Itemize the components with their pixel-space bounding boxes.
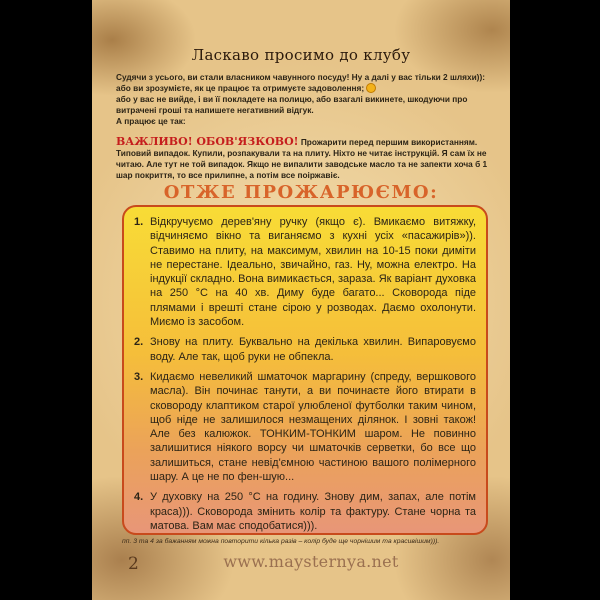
document-page [92, 0, 510, 600]
footnote: пп. 3 та 4 за бажанням можна повторити кілька разів – колір буде ще чорнішим та красивішим))). [122, 538, 440, 545]
step-text: Кидаємо невеликий шматочок маргарину (спреду, вершкового масла). Він починає танути, а ви починаєте його втирати в сковороду клаптиком старої улюбленої футболки таким чином, щоб ніде не залишилося незмащених ділянок. І зовні також! Але без калюжок. ТОНКИМ-ТОНКИМ шаром. Не повинно залишитися ніякого ворсу чи шматочків серветки, бо все що залишиться, стане невід'ємною частиною вашого полімерного шару. А це не по фен-шую... [150, 370, 476, 484]
step-number: 4. [134, 491, 144, 504]
warning-label: ВАЖЛИВО! ОБОВ'ЯЗКОВО! [116, 135, 299, 148]
steps-box [122, 205, 488, 535]
section-heading: ОТЖЕ ПРОЖАРЮЄМО: [163, 182, 439, 203]
step-text: Відкручуємо дерев'яну ручку (якщо є). Вмикаємо витяжку, відчиняємо вікно та виганяємо з кухні усіх «пасажирів»)). Ставимо на плиту, на максимум, хвилин на 10-15 поки диміти не перестане. Ідеально, звичайно, газ. Ну, можна електро. На індукції складно. Вона вимикається, зараза. Як варіант духовка на 250 °С на 40 хв. Диму буде багато... Сковорода піде плямами і врешті стане сірою у розводах. Даємо охолонути. Миємо із засобом. [150, 216, 476, 329]
website-link[interactable]: www.maysternya.net [223, 552, 399, 571]
intro-text [116, 72, 492, 127]
step-item [134, 490, 476, 533]
step-item [134, 335, 476, 364]
step-item [134, 370, 476, 484]
intro-line: А працює це так: [116, 116, 186, 126]
step-item [134, 215, 476, 329]
warning-paragraph [116, 136, 492, 181]
step-number: 2. [134, 336, 144, 349]
intro-line [116, 83, 492, 94]
intro-line: Судячи з усього, ви стали власником чавунного посуду! Ну а далі у вас тільки 2 шляхи)): [116, 72, 485, 82]
smiley-icon [366, 83, 376, 93]
step-text: Знову на плиту. Буквально на декілька хвилин. Випаровуємо воду. Але так, щоб руки не обпекла. [150, 336, 476, 363]
intro-line: або у вас не вийде, і ви її покладете на полицю, або взагалі викинете, шкодуючи про витрачені гроші та напишете негативний відгук. [116, 94, 468, 115]
page-title: Ласкаво просимо до клубу [191, 46, 411, 64]
warning-text: Прожарити перед першим використанням. Типовий випадок. Купили, розпакували та на плиту. Ніхто не читає інструкцій. Я сам їх не читаю. Але тут не той випадок. Якщо не випалити заводське масло та не запекти хоча б 1 шар покриття, то все прилипне, а потім все поіржавіє. [116, 137, 488, 180]
step-number: 3. [134, 370, 144, 383]
step-text: У духовку на 250 °С на годину. Знову дим, запах, але потім краса))). Сковорода змінить колір та фактуру. Стане чорна та матова. Вам має сподобатися))). [150, 491, 476, 532]
intro-line-text: або ви зрозумієте, як це працює та отримуєте задоволення; [116, 83, 365, 93]
page-number: 2 [128, 554, 139, 574]
step-number: 1. [134, 216, 144, 228]
